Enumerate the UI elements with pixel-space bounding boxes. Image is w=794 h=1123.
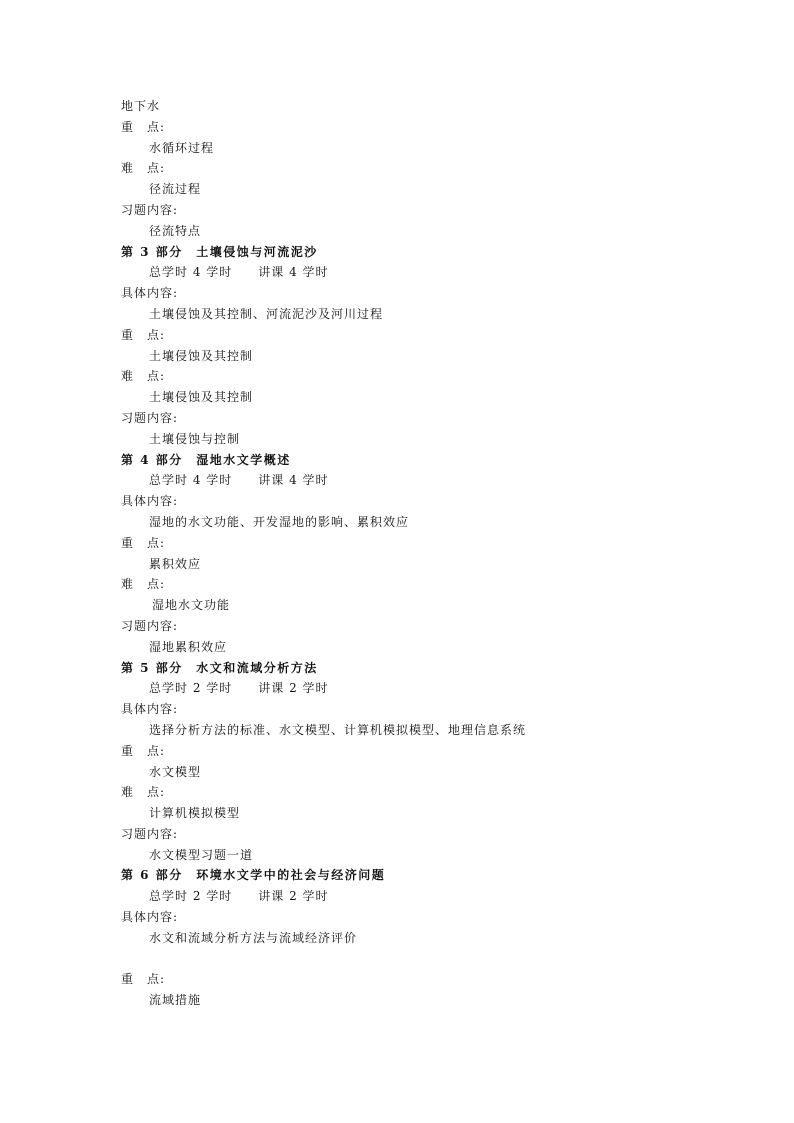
content-line: 水文模型习题一道: [149, 847, 254, 862]
section-label: 重 点:: [121, 327, 166, 342]
section-label: 难 点:: [121, 161, 166, 176]
section-heading: 第 4 部分 湿地水文学概述: [121, 452, 291, 467]
section-label: 习题内容:: [121, 202, 179, 217]
content-line: 总学时 4 学时 讲课 4 学时: [149, 473, 329, 488]
content-line: 湿地水文功能: [152, 598, 231, 613]
content-line: 水文模型: [149, 764, 202, 779]
content-line: 总学时 4 学时 讲课 4 学时: [149, 265, 329, 280]
content-line: 总学时 2 学时 讲课 2 学时: [149, 889, 329, 904]
content-line: 总学时 2 学时 讲课 2 学时: [149, 681, 329, 696]
document-body: [121, 96, 741, 1011]
content-line: 土壤侵蚀及其控制、河流泥沙及河川过程: [149, 306, 384, 321]
section-label: 习题内容:: [121, 410, 179, 425]
section-heading: 第 3 部分 土壤侵蚀与河流泥沙: [121, 244, 318, 259]
content-line: 土壤侵蚀及其控制: [149, 390, 254, 405]
section-heading: 第 6 部分 环境水文学中的社会与经济问题: [121, 868, 386, 883]
section-label: 难 点:: [121, 369, 166, 384]
blank-line: [121, 949, 741, 970]
content-line: 土壤侵蚀及其控制: [149, 348, 254, 363]
content-line: 选择分析方法的标准、水文模型、计算机模拟模型、地理信息系统: [149, 722, 527, 737]
content-line: 流域措施: [149, 993, 202, 1008]
content-line: 湿地的水文功能、开发湿地的影响、累积效应: [149, 514, 410, 529]
content-line: 水文和流域分析方法与流域经济评价: [149, 930, 358, 945]
content-line: 土壤侵蚀与控制: [149, 431, 241, 446]
section-label: 重 点:: [121, 743, 166, 758]
section-label: 地下水: [121, 99, 161, 113]
section-label: 具体内容:: [121, 286, 179, 301]
section-label: 难 点:: [121, 785, 166, 800]
section-label: 习题内容:: [121, 826, 179, 841]
section-label: 习题内容:: [121, 618, 179, 633]
content-line: 径流过程: [149, 182, 202, 197]
section-label: 具体内容:: [121, 702, 179, 717]
content-line: 湿地累积效应: [149, 639, 228, 654]
section-label: 重 点:: [121, 972, 166, 987]
content-line: 水循环过程: [149, 140, 215, 155]
section-label: 具体内容:: [121, 910, 179, 925]
content-line: 计算机模拟模型: [149, 806, 241, 821]
content-line: 累积效应: [149, 556, 202, 571]
section-label: 难 点:: [121, 577, 166, 592]
section-label: 重 点:: [121, 535, 166, 550]
content-line: 径流特点: [149, 223, 202, 238]
section-heading: 第 5 部分 水文和流域分析方法: [121, 660, 318, 675]
section-label: 重 点:: [121, 119, 166, 134]
section-label: 具体内容:: [121, 494, 179, 509]
